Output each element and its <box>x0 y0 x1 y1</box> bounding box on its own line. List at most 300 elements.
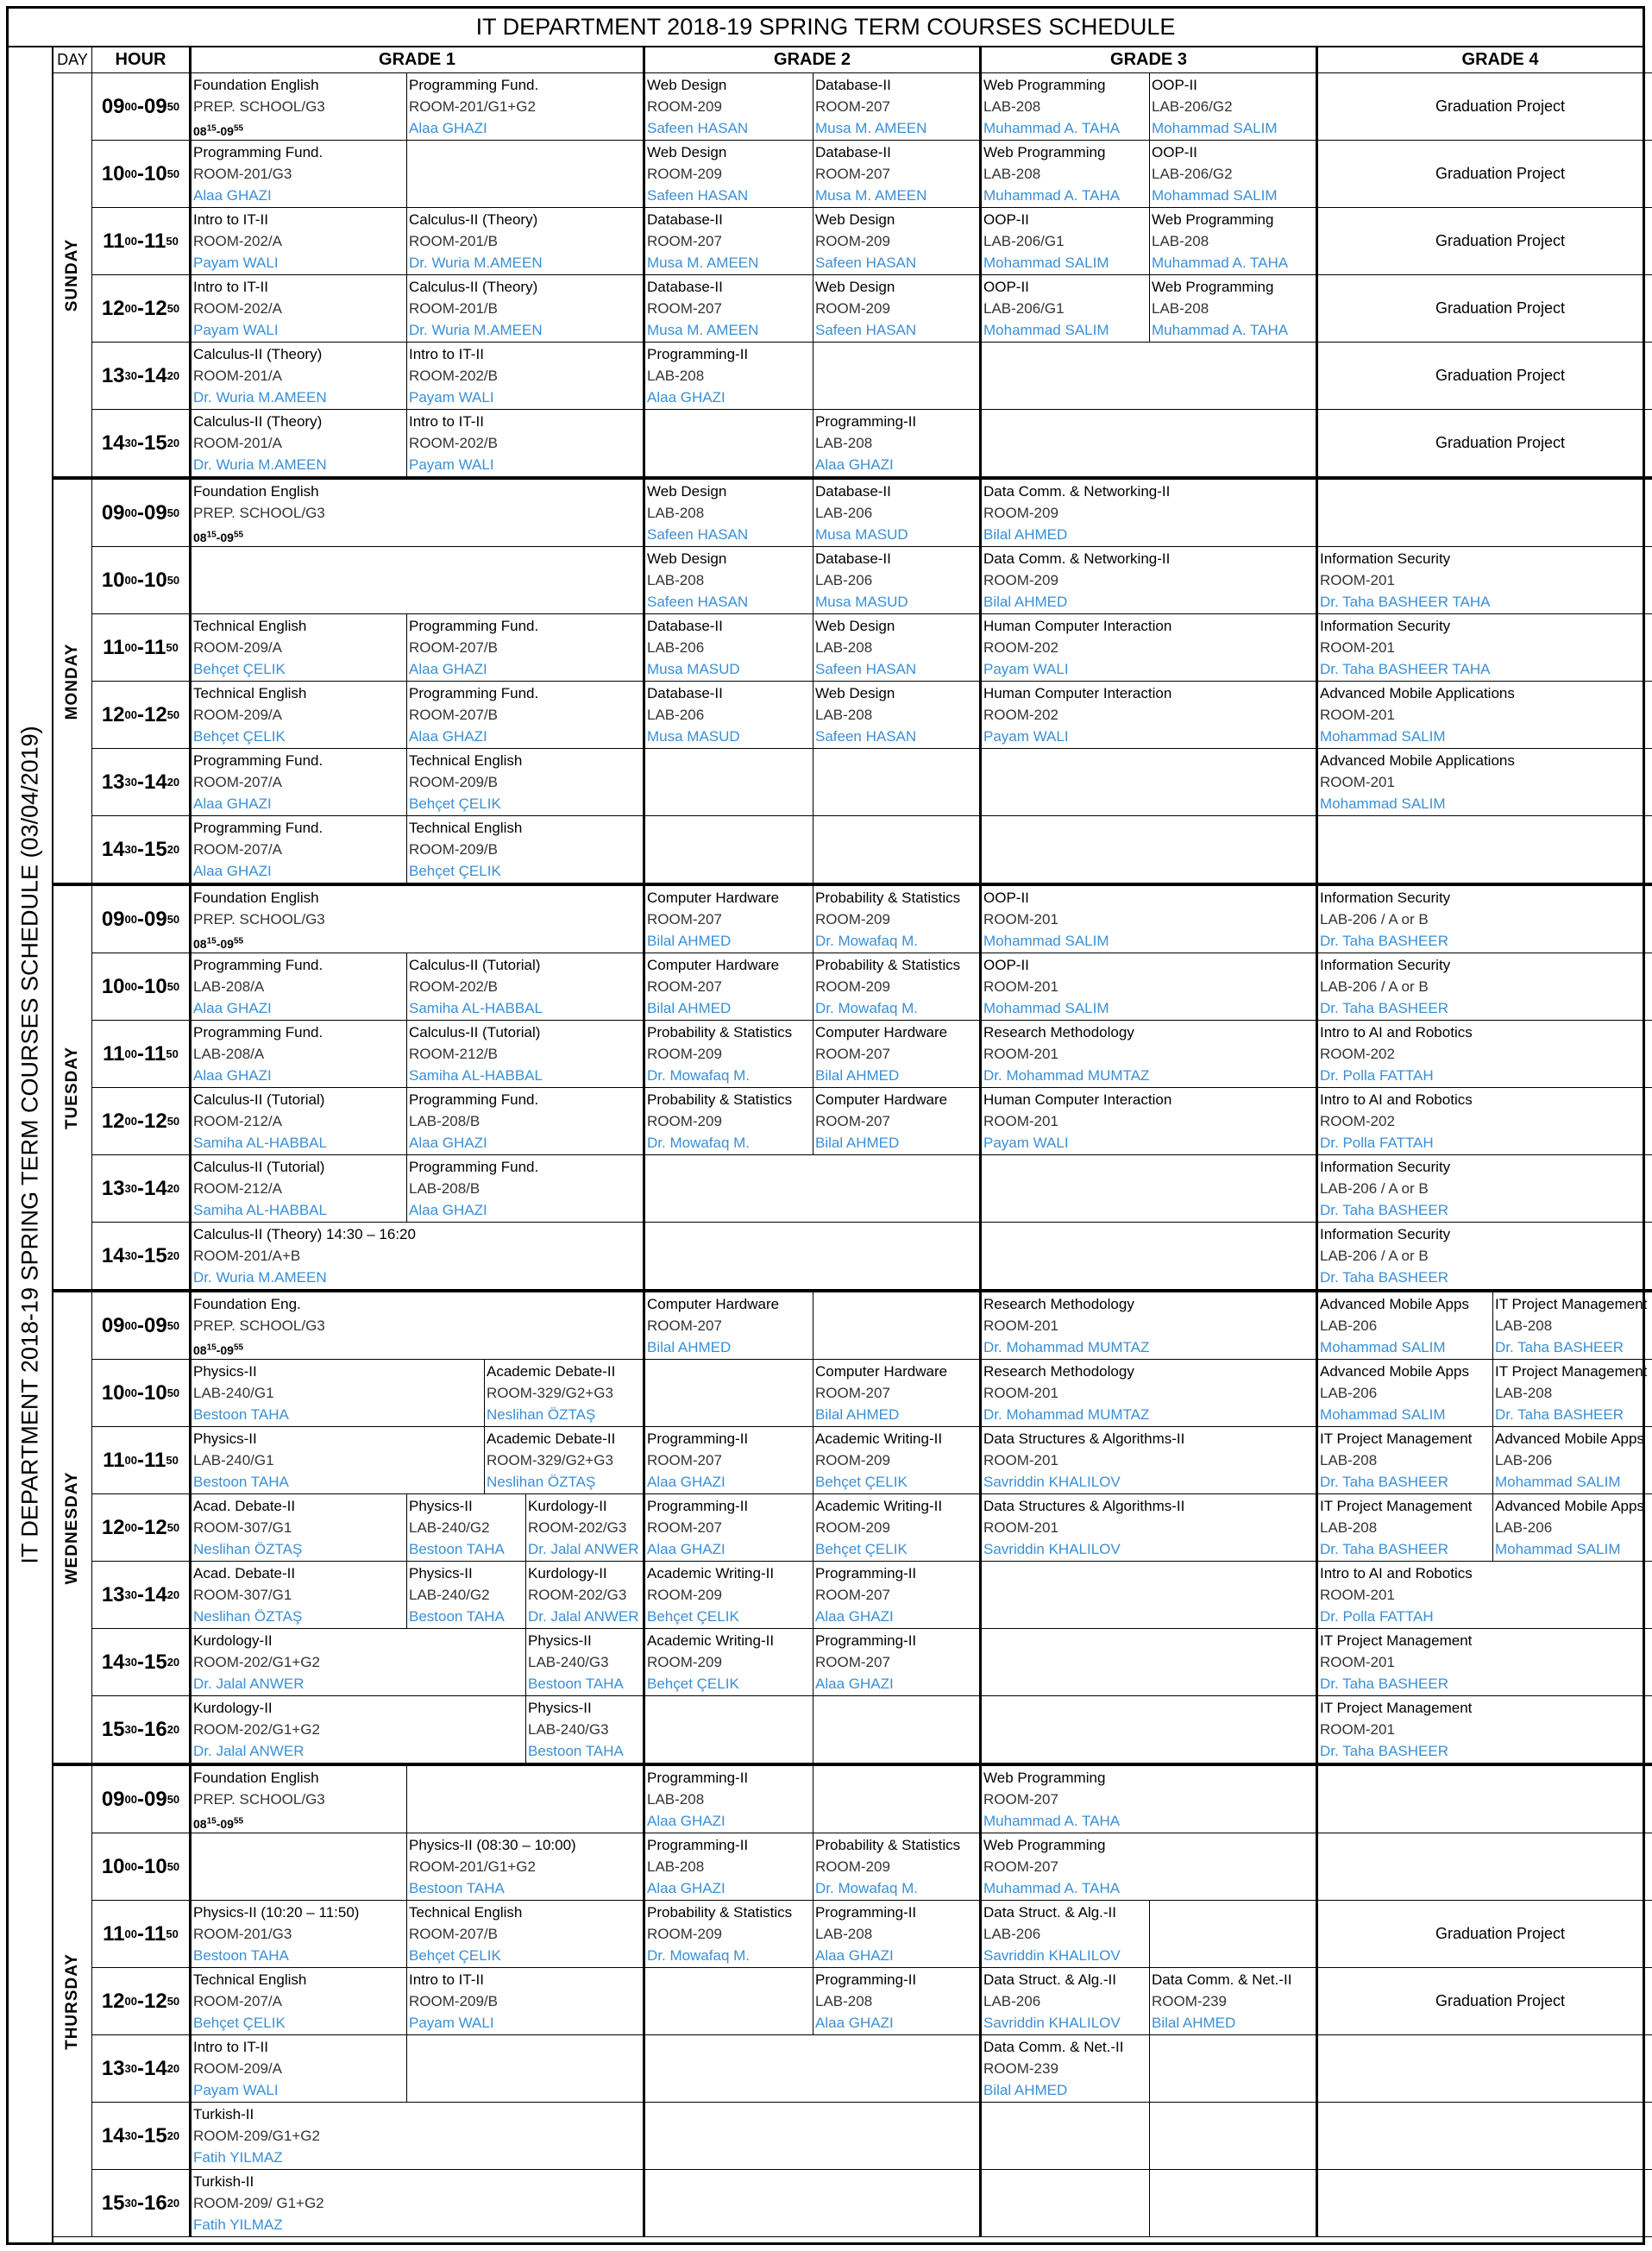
time-hours: 11 <box>144 229 166 253</box>
course-name: Computer Hardware <box>815 1091 948 1108</box>
time-minutes: 30 <box>124 2197 137 2210</box>
course-name: OOP-II <box>1152 144 1197 160</box>
course-cell <box>192 343 407 410</box>
empty-cell <box>982 749 1318 816</box>
header-day: DAY <box>53 47 92 73</box>
course-instructor: Dr. Mowafaq M. <box>815 1000 919 1016</box>
course-room: ROOM-201 <box>1320 774 1395 790</box>
course-name: Academic Writing-II <box>647 1565 775 1581</box>
course-room: ROOM-201 <box>983 978 1058 995</box>
course-instructor: Bilal AHMED <box>983 594 1068 610</box>
course-room: ROOM-202/A <box>193 233 282 249</box>
course-instructor: Bilal AHMED <box>815 1406 900 1423</box>
time-hours: 09 <box>144 1313 167 1337</box>
empty-cell <box>982 1696 1318 1764</box>
course-cell <box>813 275 982 343</box>
hour-slot: 12 00 - 12 50 <box>92 1088 192 1155</box>
course-name: Calculus-II (Tutorial) <box>409 1024 541 1041</box>
course-name: Calculus-II (Tutorial) <box>193 1159 325 1175</box>
course-room: ROOM-202/G1+G2 <box>193 1654 320 1670</box>
course-instructor: Dr. Polla FATTAH <box>1320 1067 1434 1084</box>
course-instructor: Dr. Mowafaq M. <box>647 1947 751 1964</box>
time-minutes: 00 <box>124 1386 137 1399</box>
course-cell <box>407 1968 645 2035</box>
course-cell <box>1318 1155 1652 1223</box>
empty-cell <box>645 1223 982 1290</box>
time-minutes: 30 <box>124 1656 137 1669</box>
course-name: Web Design <box>647 483 727 500</box>
course-cell <box>982 1901 1150 1968</box>
course-name: Intro to IT-II <box>193 2039 268 2055</box>
schedule-document <box>6 6 1648 2245</box>
time-minutes: 00 <box>124 980 137 993</box>
course-name: Turkish-II <box>193 2173 254 2190</box>
course-instructor: Dr. Wuria M.AMEEN <box>193 1269 327 1286</box>
course-name: Information Security <box>1320 618 1451 634</box>
course-room: ROOM-207 <box>647 300 722 317</box>
course-cell <box>407 1155 645 1223</box>
time-minutes: 00 <box>124 302 137 315</box>
course-instructor: Fatih YILMAZ <box>193 2149 283 2166</box>
course-cell <box>407 749 645 816</box>
course-cell <box>192 480 645 547</box>
course-room: LAB-208 <box>815 1926 873 1942</box>
time-minutes: 30 <box>124 1588 137 1601</box>
course-name: Programming-II <box>815 1904 917 1921</box>
time-hours: 12 <box>101 1515 125 1539</box>
course-instructor: Dr. Taha BASHEER <box>1495 1339 1624 1355</box>
course-name: Physics-II (10:20 – 11:50) <box>193 1904 360 1921</box>
time-minutes: 50 <box>166 980 180 993</box>
course-instructor: Fatih YILMAZ <box>193 2216 283 2233</box>
time-hours: 16 <box>144 2191 167 2215</box>
course-instructor: Musa M. AMEEN <box>815 120 927 136</box>
course-cell <box>1318 1427 1493 1494</box>
time-hours: 09 <box>101 1787 125 1811</box>
course-instructor: Bilal AHMED <box>647 933 732 949</box>
course-name: Academic Writing-II <box>815 1430 943 1447</box>
time-hours: 11 <box>144 1921 166 1946</box>
course-cell <box>192 208 407 275</box>
time-hours: 09 <box>220 1816 234 1831</box>
course-cell <box>1318 1629 1652 1696</box>
course-cell <box>407 614 645 682</box>
course-name: Technical English <box>193 685 307 701</box>
course-room: LAB-206 <box>815 572 873 588</box>
time-hours: 13 <box>101 770 125 794</box>
course-name: Web Programming <box>1152 211 1274 228</box>
course-cell <box>813 1562 982 1629</box>
course-room: PREP. SCHOOL/G3 <box>193 98 325 115</box>
course-instructor: Safeen HASAN <box>815 322 917 338</box>
hour-slot: 10 00 - 10 50 <box>92 953 192 1021</box>
day-label-monday <box>53 480 92 883</box>
course-instructor: Dr. Wuria M.AMEEN <box>193 456 327 473</box>
time-hours: 11 <box>103 635 125 659</box>
time-minutes: 20 <box>166 776 180 789</box>
course-name: Database-II <box>647 685 723 701</box>
course-room: ROOM-201/G1+G2 <box>409 1858 536 1875</box>
time-hours: 14 <box>101 2123 125 2147</box>
course-room: ROOM-209/B <box>409 841 498 858</box>
course-instructor: Alaa GHAZI <box>193 795 272 812</box>
course-instructor: Samiha AL-HABBAL <box>409 1000 543 1016</box>
course-name: Database-II <box>647 211 723 228</box>
course-name: Calculus-II (Theory) <box>409 211 538 228</box>
course-name: Computer Hardware <box>647 957 780 973</box>
course-instructor: Dr. Taha BASHEER <box>1320 1000 1448 1016</box>
course-name: Probability & Statistics <box>815 890 961 906</box>
graduation-project-cell: Graduation Project <box>1318 1901 1652 1968</box>
prep-time <box>193 1810 405 1833</box>
empty-cell <box>1318 2170 1652 2237</box>
course-room: ROOM-201 <box>1320 1721 1395 1738</box>
course-room: ROOM-209 <box>647 1046 722 1062</box>
time-hours: 14 <box>144 770 167 794</box>
course-room: LAB-208 <box>1495 1317 1553 1334</box>
empty-cell <box>645 1968 813 2035</box>
course-name: Programming-II <box>815 1632 917 1649</box>
course-name: Intro to AI and Robotics <box>1320 1024 1473 1041</box>
course-cell <box>407 682 645 749</box>
graduation-project-cell: Graduation Project <box>1318 141 1652 208</box>
course-room: LAB-208 <box>647 572 705 588</box>
time-hours: 15 <box>144 431 167 455</box>
course-cell <box>645 1088 813 1155</box>
course-cell <box>645 480 813 547</box>
course-instructor: Mohammad SALIM <box>983 1000 1109 1016</box>
course-room: LAB-206 <box>1320 1385 1378 1401</box>
course-instructor: Savriddin KHALILOV <box>983 1947 1121 1964</box>
graduation-project-cell: Graduation Project <box>1318 73 1652 141</box>
course-cell <box>982 208 1150 275</box>
time-hours: 11 <box>103 1921 125 1946</box>
time-minutes: 50 <box>166 100 180 113</box>
course-room: LAB-206 / A or B <box>1320 978 1429 995</box>
course-instructor: Dr. Mohammad MUMTAZ <box>983 1067 1150 1084</box>
course-room: ROOM-207 <box>647 911 722 927</box>
course-cell <box>1150 73 1318 141</box>
time-minutes: 00 <box>124 167 137 180</box>
course-room: ROOM-207 <box>815 1385 890 1401</box>
time-hours: 09 <box>220 123 234 138</box>
course-cell <box>192 749 407 816</box>
empty-cell <box>1318 480 1652 547</box>
course-name: Web Programming <box>983 1837 1106 1853</box>
course-room: ROOM-209 <box>647 166 722 182</box>
course-name: Database-II <box>647 279 723 295</box>
graduation-project-cell: Graduation Project <box>1318 275 1652 343</box>
course-room: ROOM-209 <box>983 572 1058 588</box>
course-instructor: Alaa GHAZI <box>647 389 725 406</box>
course-name: Database-II <box>815 144 891 160</box>
hour-slot: 11 00 - 11 50 <box>92 1901 192 1968</box>
hour-slot: 09 00 - 09 50 <box>92 73 192 141</box>
course-instructor: Bestoon TAHA <box>193 1947 289 1964</box>
course-name: IT Project Management <box>1495 1296 1648 1312</box>
time-hours: 12 <box>101 702 125 726</box>
course-cell <box>1318 953 1652 1021</box>
course-instructor: Alaa GHAZI <box>409 1135 487 1151</box>
course-room: LAB-206 <box>1495 1519 1553 1536</box>
time-minutes: 20 <box>166 1656 180 1669</box>
course-cell <box>485 1360 645 1427</box>
time-minutes: 55 <box>233 530 244 539</box>
course-name: Advanced Mobile Apps <box>1495 1498 1644 1514</box>
hour-slot: 14 30 - 15 20 <box>92 1629 192 1696</box>
course-instructor: Alaa GHAZI <box>815 456 894 473</box>
course-cell <box>192 816 407 883</box>
course-room: LAB-208 <box>983 166 1041 182</box>
course-name: Data Comm. & Net.-II <box>983 2039 1124 2055</box>
course-instructor: Samiha AL-HABBAL <box>193 1135 327 1151</box>
time-hours: 12 <box>144 296 167 320</box>
course-cell <box>1150 141 1318 208</box>
course-cell <box>813 953 982 1021</box>
time-hours: 09 <box>220 530 234 544</box>
course-cell <box>645 1427 813 1494</box>
course-cell <box>982 953 1318 1021</box>
course-cell <box>407 1562 526 1629</box>
empty-cell <box>982 1155 1318 1223</box>
time-minutes: 50 <box>166 1386 180 1399</box>
course-instructor: Dr. Mohammad MUMTAZ <box>983 1339 1150 1355</box>
course-cell <box>192 2035 407 2103</box>
course-name: IT Project Management <box>1495 1363 1648 1380</box>
course-cell <box>407 1833 645 1901</box>
hour-slot: 10 00 - 10 50 <box>92 547 192 614</box>
course-cell <box>813 480 982 547</box>
course-cell <box>645 1021 813 1088</box>
course-cell <box>982 480 1318 547</box>
course-name: Probability & Statistics <box>647 1091 793 1108</box>
course-cell <box>192 682 407 749</box>
prep-time <box>193 117 405 141</box>
time-hours: 09 <box>144 907 167 931</box>
course-room: LAB-240/G2 <box>409 1587 490 1603</box>
course-instructor: Dr. Taha BASHEER TAHA <box>1320 594 1491 610</box>
course-room: LAB-206 / A or B <box>1320 1248 1429 1264</box>
course-instructor: Alaa GHAZI <box>409 728 487 745</box>
course-cell <box>1318 1562 1652 1629</box>
course-room: LAB-208/B <box>409 1113 481 1129</box>
time-hours: 08 <box>193 1816 207 1831</box>
course-room: LAB-206 <box>815 505 873 521</box>
course-instructor: Dr. Taha BASHEER <box>1320 1202 1448 1218</box>
time-hours: 09 <box>144 94 167 118</box>
course-room: ROOM-202/G1+G2 <box>193 1721 320 1738</box>
empty-cell <box>192 1833 407 1901</box>
course-room: ROOM-209/A <box>193 707 282 723</box>
time-hours: 12 <box>101 1109 125 1133</box>
course-room: ROOM-207/A <box>193 841 282 858</box>
course-cell <box>982 1494 1318 1562</box>
course-name: Programming-II <box>647 1430 749 1447</box>
page-title: IT DEPARTMENT 2018-19 SPRING TERM COURSES SCHEDULE <box>9 9 1643 47</box>
course-cell <box>982 1292 1318 1360</box>
course-instructor: Mohammad SALIM <box>983 322 1109 338</box>
course-room: LAB-208 <box>647 505 705 521</box>
course-instructor: Mohammad SALIM <box>1320 1406 1446 1423</box>
course-cell <box>645 682 813 749</box>
hour-slot: 13 30 - 14 20 <box>92 749 192 816</box>
time-minutes: 00 <box>124 1860 137 1873</box>
course-instructor: Behçet ÇELIK <box>409 795 501 812</box>
course-instructor: Alaa GHAZI <box>815 2015 894 2031</box>
course-room: LAB-208 <box>815 639 873 656</box>
empty-cell <box>645 749 813 816</box>
course-room: LAB-240/G3 <box>528 1654 609 1670</box>
empty-cell <box>982 1562 1318 1629</box>
header-hour: HOUR <box>92 47 192 73</box>
course-room: ROOM-201 <box>1320 572 1395 588</box>
time-minutes: 00 <box>124 1115 137 1128</box>
course-instructor: Payam WALI <box>193 255 279 271</box>
course-room: ROOM-207 <box>647 1519 722 1536</box>
time-hours: 10 <box>101 1380 125 1405</box>
course-name: OOP-II <box>983 957 1029 973</box>
time-hours: 14 <box>101 837 125 861</box>
course-instructor: Safeen HASAN <box>647 187 749 204</box>
time-hours: 15 <box>101 2191 125 2215</box>
course-instructor: Payam WALI <box>409 2015 494 2031</box>
course-name: Programming-II <box>647 346 749 362</box>
time-hours: 10 <box>101 568 125 592</box>
course-name: Kurdology-II <box>193 1700 273 1716</box>
time-hours: 12 <box>144 702 167 726</box>
course-instructor: Dr. Polla FATTAH <box>1320 1608 1434 1625</box>
hour-slot: 11 00 - 11 50 <box>92 208 192 275</box>
course-room: ROOM-207 <box>815 166 890 182</box>
course-cell <box>192 1901 407 1968</box>
course-name: Academic Debate-II <box>487 1430 616 1447</box>
course-cell <box>1318 1696 1652 1764</box>
course-cell <box>407 816 645 883</box>
course-cell <box>813 1968 982 2035</box>
time-hours: 11 <box>144 1041 166 1066</box>
empty-cell <box>982 343 1318 410</box>
empty-cell <box>1318 2035 1652 2103</box>
course-instructor: Alaa GHAZI <box>193 1000 272 1016</box>
course-name: Programming-II <box>647 1837 749 1853</box>
course-name: Advanced Mobile Apps <box>1320 1296 1469 1312</box>
course-room: ROOM-201 <box>983 911 1058 927</box>
course-instructor: Alaa GHAZI <box>647 1474 725 1490</box>
course-name: Advanced Mobile Applications <box>1320 752 1515 769</box>
course-room: PREP. SCHOOL/G3 <box>193 911 325 927</box>
course-room: LAB-240/G3 <box>528 1721 609 1738</box>
course-room: ROOM-201/A <box>193 368 282 384</box>
course-name: Database-II <box>815 483 891 500</box>
course-instructor: Safeen HASAN <box>815 255 917 271</box>
course-name: Programming Fund. <box>193 752 323 769</box>
time-minutes: 50 <box>166 235 179 248</box>
course-cell <box>982 886 1318 953</box>
empty-cell <box>645 1696 813 1764</box>
course-instructor: Muhammad A. TAHA <box>983 187 1121 204</box>
empty-cell <box>1150 1901 1318 1968</box>
course-name: Intro to IT-II <box>409 1971 484 1988</box>
course-name: Web Design <box>815 211 895 228</box>
hour-slot: 12 00 - 12 50 <box>92 1494 192 1562</box>
course-name: Computer Hardware <box>815 1024 948 1041</box>
course-instructor: Payam WALI <box>193 2082 279 2098</box>
time-hours: 14 <box>144 1176 167 1200</box>
empty-cell <box>645 2035 982 2103</box>
course-room: LAB-206 <box>983 1926 1041 1942</box>
course-room: ROOM-207 <box>815 98 890 115</box>
time-hours: 14 <box>144 2056 167 2080</box>
course-name: Database-II <box>815 550 891 567</box>
day-label-sunday <box>53 73 92 477</box>
course-instructor: Safeen HASAN <box>647 120 749 136</box>
course-instructor: Behçet ÇELIK <box>193 661 286 677</box>
hour-slot: 12 00 - 12 50 <box>92 682 192 749</box>
course-instructor: Safeen HASAN <box>647 526 749 543</box>
time-hours: 08 <box>193 123 207 138</box>
course-room: ROOM-209 <box>815 911 890 927</box>
course-room: ROOM-307/G1 <box>193 1587 292 1603</box>
time-minutes: 50 <box>166 1521 180 1534</box>
course-cell <box>982 547 1318 614</box>
course-instructor: Alaa GHAZI <box>193 187 272 204</box>
prep-time-range: $08^{15}-09^{55}$ <box>193 123 244 138</box>
time-minutes: 50 <box>166 1995 180 2008</box>
time-hours: 14 <box>101 1650 125 1674</box>
course-name: Web Programming <box>983 144 1106 160</box>
course-instructor: Bestoon TAHA <box>409 1880 505 1896</box>
course-name: Calculus-II (Tutorial) <box>409 957 541 973</box>
course-room: ROOM-202 <box>983 639 1058 656</box>
time-minutes: 50 <box>166 302 180 315</box>
course-name: IT Project Management <box>1320 1632 1473 1649</box>
prep-time-range: $08^{15}-09^{55}$ <box>193 936 244 951</box>
course-name: Intro to IT-II <box>193 211 268 228</box>
course-cell <box>1493 1360 1652 1427</box>
course-name: Programming Fund. <box>193 820 323 836</box>
course-room: LAB-208 <box>1320 1452 1378 1468</box>
course-name: Human Computer Interaction <box>983 618 1172 634</box>
empty-cell <box>1150 2035 1318 2103</box>
time-minutes: 20 <box>166 2197 180 2210</box>
time-hours: 11 <box>144 1448 166 1472</box>
course-instructor: Dr. Taha BASHEER <box>1320 1269 1448 1286</box>
course-name: Academic Writing-II <box>815 1498 943 1514</box>
course-cell <box>813 547 982 614</box>
empty-cell <box>813 343 982 410</box>
course-instructor: Bilal AHMED <box>815 1135 900 1151</box>
course-room: LAB-208 <box>815 707 873 723</box>
course-name: Intro to IT-II <box>193 279 268 295</box>
course-name: Computer Hardware <box>647 890 780 906</box>
course-cell <box>813 614 982 682</box>
course-instructor: Dr. Taha BASHEER <box>1320 1541 1448 1557</box>
time-hours: 10 <box>101 161 125 185</box>
course-room: LAB-208 <box>1152 300 1209 317</box>
course-cell <box>813 1901 982 1968</box>
day-name: TUESDAY <box>63 1046 81 1129</box>
course-room: ROOM-201/A+B <box>193 1248 301 1264</box>
course-instructor: Alaa GHAZI <box>409 661 487 677</box>
time-minutes: 00 <box>124 641 137 654</box>
course-room: ROOM-207/A <box>193 1993 282 2009</box>
time-hours: 08 <box>193 936 207 951</box>
course-name: Advanced Mobile Apps <box>1495 1430 1644 1447</box>
course-name: Kurdology-II <box>193 1632 273 1649</box>
course-cell <box>645 1629 813 1696</box>
course-room: LAB-208 <box>815 1993 873 2009</box>
course-cell <box>407 1088 645 1155</box>
